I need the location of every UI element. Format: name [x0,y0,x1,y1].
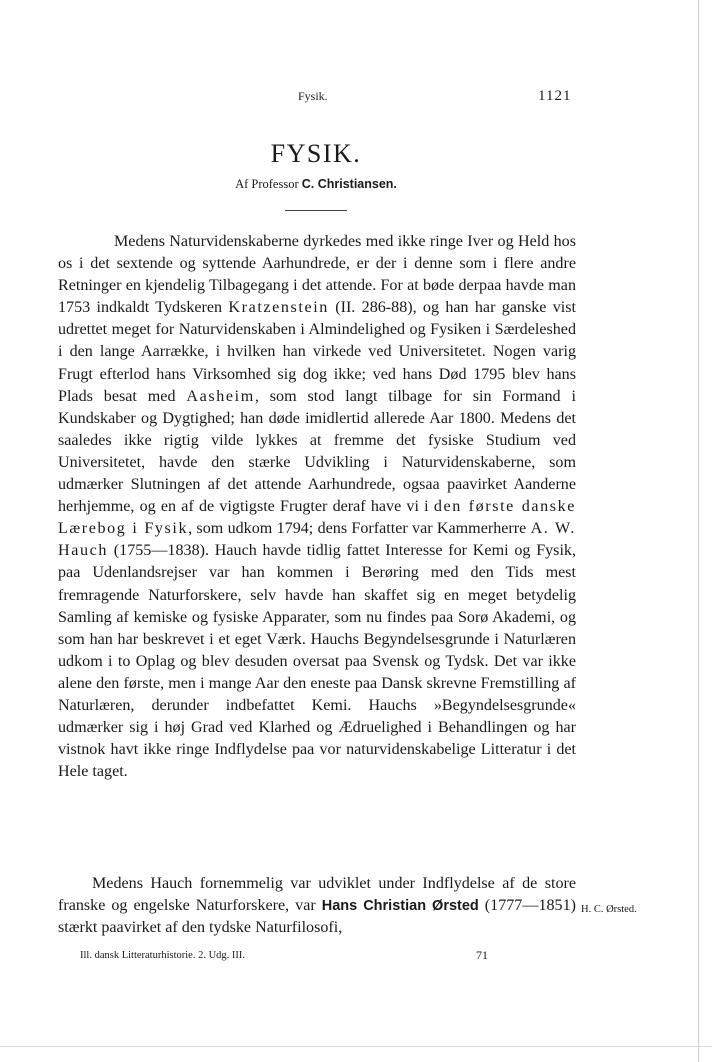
first-danish-textbook: den første danske Lærebog i Fysik [58,498,576,538]
paragraph-1 [58,231,576,783]
title-divider [285,210,347,211]
p1-text-b: (II. 286-88), og han har ganske vist udrettet meget for Naturvidenskaben i Almindelighed og Fysiken i Særdeleshed i den lange Aarrække, i hvilken han virkede ved Universitetet. Nogen varig Frugt efterlod hans Virksomhed sig dog ikke; ved hans Død 1795 blev hans Plads besat med [58,299,576,405]
p1-text-c: , som stod langt tilbage for sin Formand i Kundskaber og Dygtighed; han døde imidlertid allerede Aar 1800. Medens det saaledes ikke rigtig vilde lykkes at fremme det fysiske Studium ved Universitetet, havde den stærke Udvikling i Naturvidenskaberne, som udmærker Slutningen af det attende Aarhundrede, ogsaa paavirket Aanderne herhjemme, og en af de vigtigste Frugter deraf have vi i [58,387,576,516]
name-orsted: Hans Christian Ørsted [321,898,479,915]
paragraph-2 [58,873,576,939]
page-number: 1121 [538,88,572,104]
running-head [0,89,712,109]
name-aasheim: Aasheim [186,387,255,405]
byline [0,177,632,192]
running-title: Fysik. [298,89,328,103]
name-kratzenstein: Kratzenstein [228,299,329,317]
p1-text-a: Medens Naturvidenskaberne dyrkedes med ikke ringe Iver og Held hos os i det sextende og syttende Aarhundrede, er der i denne som i flere andre Retninger en kjendelig Tilbagegang i det attende. For at bøde derpaa havde man 1753 indkaldt Tydskeren [58,233,576,317]
p2-text-b: (1777—1851) stærkt paavirket af den tydske Naturfilosofi, [58,897,576,937]
footer-source: Ill. dansk Litteraturhistorie. 2. Udg. III. [80,950,246,961]
signature-mark: 71 [476,948,488,962]
p2-text-a: Medens Hauch fornemmelig var udviklet under Indflydelse af de store franske og engelske Naturforskere, var [58,875,576,915]
p1-text-d: , som udkom 1794; dens Forfatter var Kammerherre [188,520,531,538]
page-edge-right [698,0,699,1062]
page-edge-bottom [0,1046,712,1047]
byline-prefix: Af Professor [235,177,299,191]
author-name: C. Christiansen. [301,177,397,191]
p1-text-e: (1755—1838). Hauch havde tidlig fattet Interesse for Kemi og Fysik, paa Udenlandsrejser var han kommen i Berøring med den Tids mest fremragende Naturforskere, selv havde han skaffet sig en meget betydelig Samling af kemiske og fysiske Apparater, som nu findes paa Sorø Akademi, og som han har beskrevet i et eget Værk. Hauchs Begyndelsesgrunde i Naturlæren udkom i to Oplag og blev desuden oversat paa Svensk og Tydsk. Det var ikke alene den første, men i mange Aar den eneste paa Dansk skrevne Fremstilling af Naturlæren, derunder indbefattet Kemi. Hauchs »Begyndelsesgrunde« udmærker sig i høj Grad ved Klarhed og Ædruelighed i Behandlingen og har vistnok havt ikke ringe Indflydelse paa vor naturvidenskabelige Litteratur i det Hele taget. [58,542,576,781]
name-hauch: A. W. Hauch [58,520,576,560]
margin-note: H. C. Ørsted. [581,904,637,915]
article-title: FYSIK. [270,139,362,168]
